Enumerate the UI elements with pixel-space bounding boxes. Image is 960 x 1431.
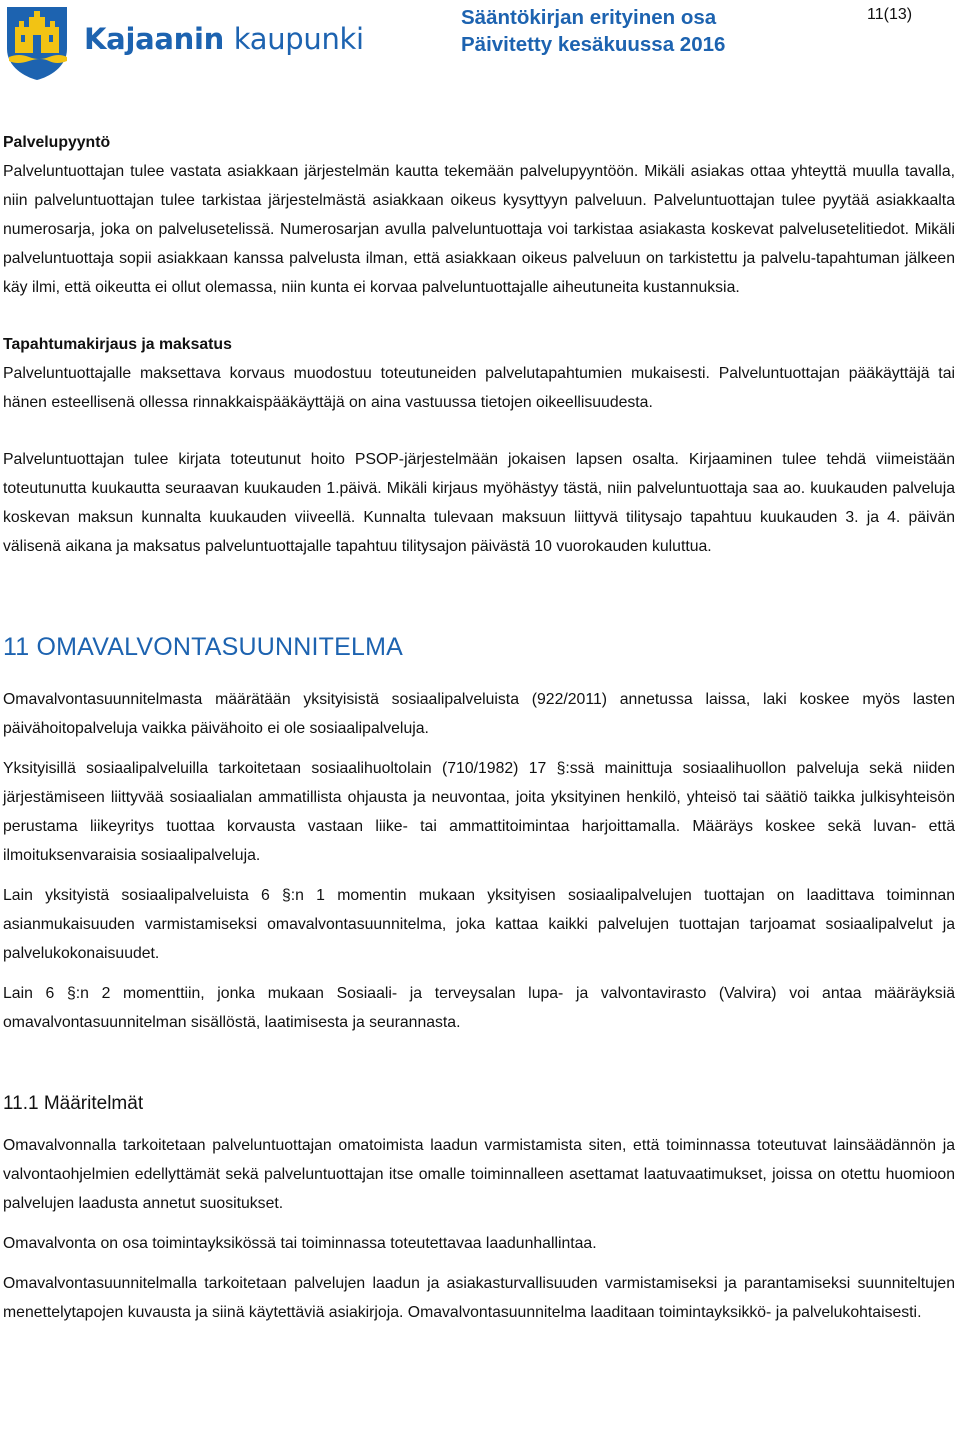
- tapahtuma-paragraph-2: Palveluntuottajan tulee kirjata toteutunut hoito PSOP-järjestelmään jokaisen lapsen osalta. Kirjaaminen tulee tehdä viimeistään toteutunutta kuukautta seuraavan kuukauden 1.päivä. Mikäli kirjaus myöhästyy tästä, niin palveluntuottaja saa ao. kuukauden palveluja koskevan maksun kunnalta kuukauden viiveellä. Kunnalta tulevaan maksuun liittyvä tilitysajo tapahtuu kuukauden 3. ja 4. päivän välisenä aikana ja maksatus palveluntuottajalle tapahtuu tilitysajon päivästä 10 vuorokauden kuluttua.: [3, 451, 955, 555]
- section-heading: 11 OMAVALVONTASUUNNITELMA: [3, 633, 403, 661]
- page-number: 11(13): [867, 6, 913, 23]
- brand-name: [84, 22, 364, 56]
- subsection-paragraph-1: Omavalvonnalla tarkoitetaan palveluntuottajan omatoimista laadun varmistamista siten, että toiminnassa toteutuvat lainsäädännön ja valvontaohjelmien edellyttämät sekä palveluntuottajan itse omalle toiminnalleen asettamat laatuvaatimukset, joissa on otettu huomioon palvelujen laadusta annetut suositukset.: [3, 1137, 955, 1212]
- subsection-paragraph-2: Omavalvonta on osa toimintayksikössä tai toiminnassa toteutettavaa laadunhallintaa.: [3, 1235, 597, 1252]
- section-paragraph-4: Lain 6 §:n 2 momenttiin, jonka mukaan Sosiaali- ja terveysalan lupa- ja valvontavirasto (Valvira) voi antaa määräyksiä omavalvontasuunnitelman sisällöstä, laatimisesta ja seurannasta.: [3, 985, 955, 1031]
- section-paragraph-1: Omavalvontasuunnitelmasta määrätään yksityisistä sosiaalipalveluista (922/2011) annetussa laissa, laki koskee myös lasten päivähoitopalveluja vaikka päivähoito ei ole sosiaalipalveluja.: [3, 691, 955, 737]
- spacer: [3, 968, 955, 979]
- brand-name-light: kaupunki: [233, 22, 364, 56]
- city-coat-of-arms-logo: [5, 5, 69, 81]
- document-body: [3, 128, 955, 1327]
- palvelupyynto-paragraph: Palveluntuottajan tulee vastata asiakkaan järjestelmän kautta tekemään palvelupyyntöön. Mikäli asiakas ottaa yhteyttä muulla tavalla, niin palveluntuottajan tulee tarkistaa järjestelmästä asiakkaan oikeus kysyttyyn palveluun. Palveluntuottajan tulee pyytää asiakkaalta numerosarja, joka on palvelusetelissä. Numerosarjan avulla palveluntuottaja voi tarkistaa asiakasta koskevat palvelusetelitiedot. Mikäli palveluntuottaja sopii asiakkaan kanssa palvelusta ilman, että asiakkaan oikeus palveluun on tarkistettu ja palvelu-tapahtuman jälkeen käy ilmi, että oikeutta ei ollut olemassa, niin kunta ei korvaa palveluntuottajalle aiheutuneita kustannuksia.: [3, 163, 955, 296]
- spacer: [3, 1258, 955, 1269]
- palvelupyynto-heading: Palvelupyyntö: [3, 134, 111, 151]
- section-paragraph-2: Yksityisillä sosiaalipalveluilla tarkoitetaan sosiaalihuoltolain (710/1982) 17 §:ssä mainittuja sosiaalihuollon palveluja sekä niiden järjestämiseen liittyvää sosiaalialan ammatillista ohjausta ja neuvontaa, joita yksityinen henkilö, yhteisö tai säätiö taikka julkisyhteisön perustama liikeyritys tuottaa korvausta vastaan liike- tai ammattitoimintaa harjoittamalla. Määräys koskee sekä luvan- että ilmoituksenvaraisia sosiaalipalveluja.: [3, 760, 955, 864]
- tapahtuma-heading: Tapahtumakirjaus ja maksatus: [3, 336, 232, 353]
- spacer: [3, 1037, 955, 1089]
- section-paragraph-3: Lain yksityistä sosiaalipalveluista 6 §:n 1 momentin mukaan yksityisen sosiaalipalvelujen tuottajan on laadittava toiminnan asianmukaisuuden varmistamiseksi omavalvontasuunnitelma, joka kattaa kaikki palvelujen tuottajan tarjoamat sosiaalipalvelut ja palvelukokonaisuudet.: [3, 887, 955, 962]
- spacer: [3, 743, 955, 754]
- document-title-line2: Päivitetty kesäkuussa 2016: [461, 33, 726, 56]
- spacer: [3, 1218, 955, 1229]
- spacer: [3, 1119, 955, 1131]
- document-title-line1: Sääntökirjan erityinen osa: [461, 6, 717, 29]
- tapahtuma-paragraph-1: Palveluntuottajalle maksettava korvaus muodostuu toteutuneiden palvelutapahtumien mukaisesti. Palveluntuottajan pääkäyttäjä tai hänen esteellisenä ollessa rinnakkaispääkäyttäjä on aina vastuussa tietojen oikeellisuudesta.: [3, 365, 955, 411]
- page-header: [0, 0, 960, 90]
- brand-name-bold: Kajaanin: [84, 22, 224, 56]
- spacer: [3, 417, 955, 445]
- subsection-paragraph-3: Omavalvontasuunnitelmalla tarkoitetaan palvelujen laadun ja asiakasturvallisuuden varmistamiseksi ja parantamiseksi suunniteltujen menettelytapojen kuvausta ja siinä käytettäviä asiakirjoja. Omavalvontasuunnitelma laaditaan toimintayksikkö- ja palvelukohtaisesti.: [3, 1275, 955, 1321]
- spacer: [3, 870, 955, 881]
- spacer: [3, 302, 955, 330]
- subsection-heading: 11.1 Määritelmät: [3, 1093, 144, 1114]
- spacer: [3, 663, 955, 685]
- document-title: [461, 4, 725, 58]
- spacer: [3, 561, 955, 631]
